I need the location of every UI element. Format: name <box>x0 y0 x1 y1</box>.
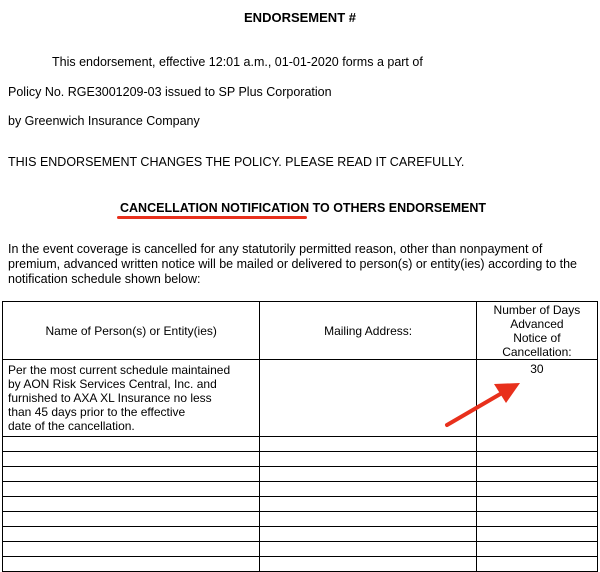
heading-underlined-part: CANCELLATION NOTIFICATION <box>120 201 310 215</box>
header-days <box>476 302 597 360</box>
entity-line: than 45 days prior to the effective <box>8 405 186 419</box>
arrow-icon <box>440 375 530 435</box>
entity-line: Per the most current schedule maintained <box>8 363 231 377</box>
header-days-line: Advanced <box>510 316 564 331</box>
entity-line: by AON Risk Services Central, Inc. and <box>8 377 217 391</box>
table-row <box>3 437 598 452</box>
entity-cell <box>3 360 260 437</box>
table-row <box>3 542 598 557</box>
table-row <box>3 452 598 467</box>
header-name-label: Name of Person(s) or Entity(ies) <box>45 323 217 338</box>
header-days-line: Cancellation: <box>502 344 572 359</box>
table-row <box>3 497 598 512</box>
table-row <box>3 467 598 482</box>
table-header-row <box>3 302 598 360</box>
intro-paragraph: In the event coverage is cancelled for any statutorily permitted reason, other than nonpayment of premium, advanced written notice will be mailed or delivered to person(s) or entity(ies) according to the notification schedule shown below: <box>8 242 578 286</box>
entity-line: furnished to AXA XL Insurance no less <box>8 391 212 405</box>
red-underline-annotation <box>117 216 307 219</box>
endorsement-heading <box>120 201 486 215</box>
header-days-line: Number of Days <box>493 302 581 317</box>
policy-line: Policy No. RGE3001209-03 issued to SP Plus Corporation <box>8 85 332 99</box>
notification-schedule-table <box>2 301 598 572</box>
effective-line: This endorsement, effective 12:01 a.m., 01-01-2020 forms a part of <box>52 55 423 69</box>
table-row <box>3 527 598 542</box>
insurer-line: by Greenwich Insurance Company <box>8 114 200 128</box>
header-days-line: Notice of <box>513 330 561 345</box>
days-cell: 30 <box>476 360 597 437</box>
header-address-label: Mailing Address: <box>324 323 413 338</box>
table-row <box>3 512 598 527</box>
heading-rest: TO OTHERS ENDORSEMENT <box>309 201 486 215</box>
table-row <box>3 482 598 497</box>
changes-notice: THIS ENDORSEMENT CHANGES THE POLICY. PLEASE READ IT CAREFULLY. <box>8 155 465 169</box>
entity-line: date of the cancellation. <box>8 419 135 433</box>
header-name <box>3 302 260 360</box>
header-address <box>260 302 476 360</box>
table-row <box>3 557 598 572</box>
document-title: ENDORSEMENT # <box>244 10 356 25</box>
